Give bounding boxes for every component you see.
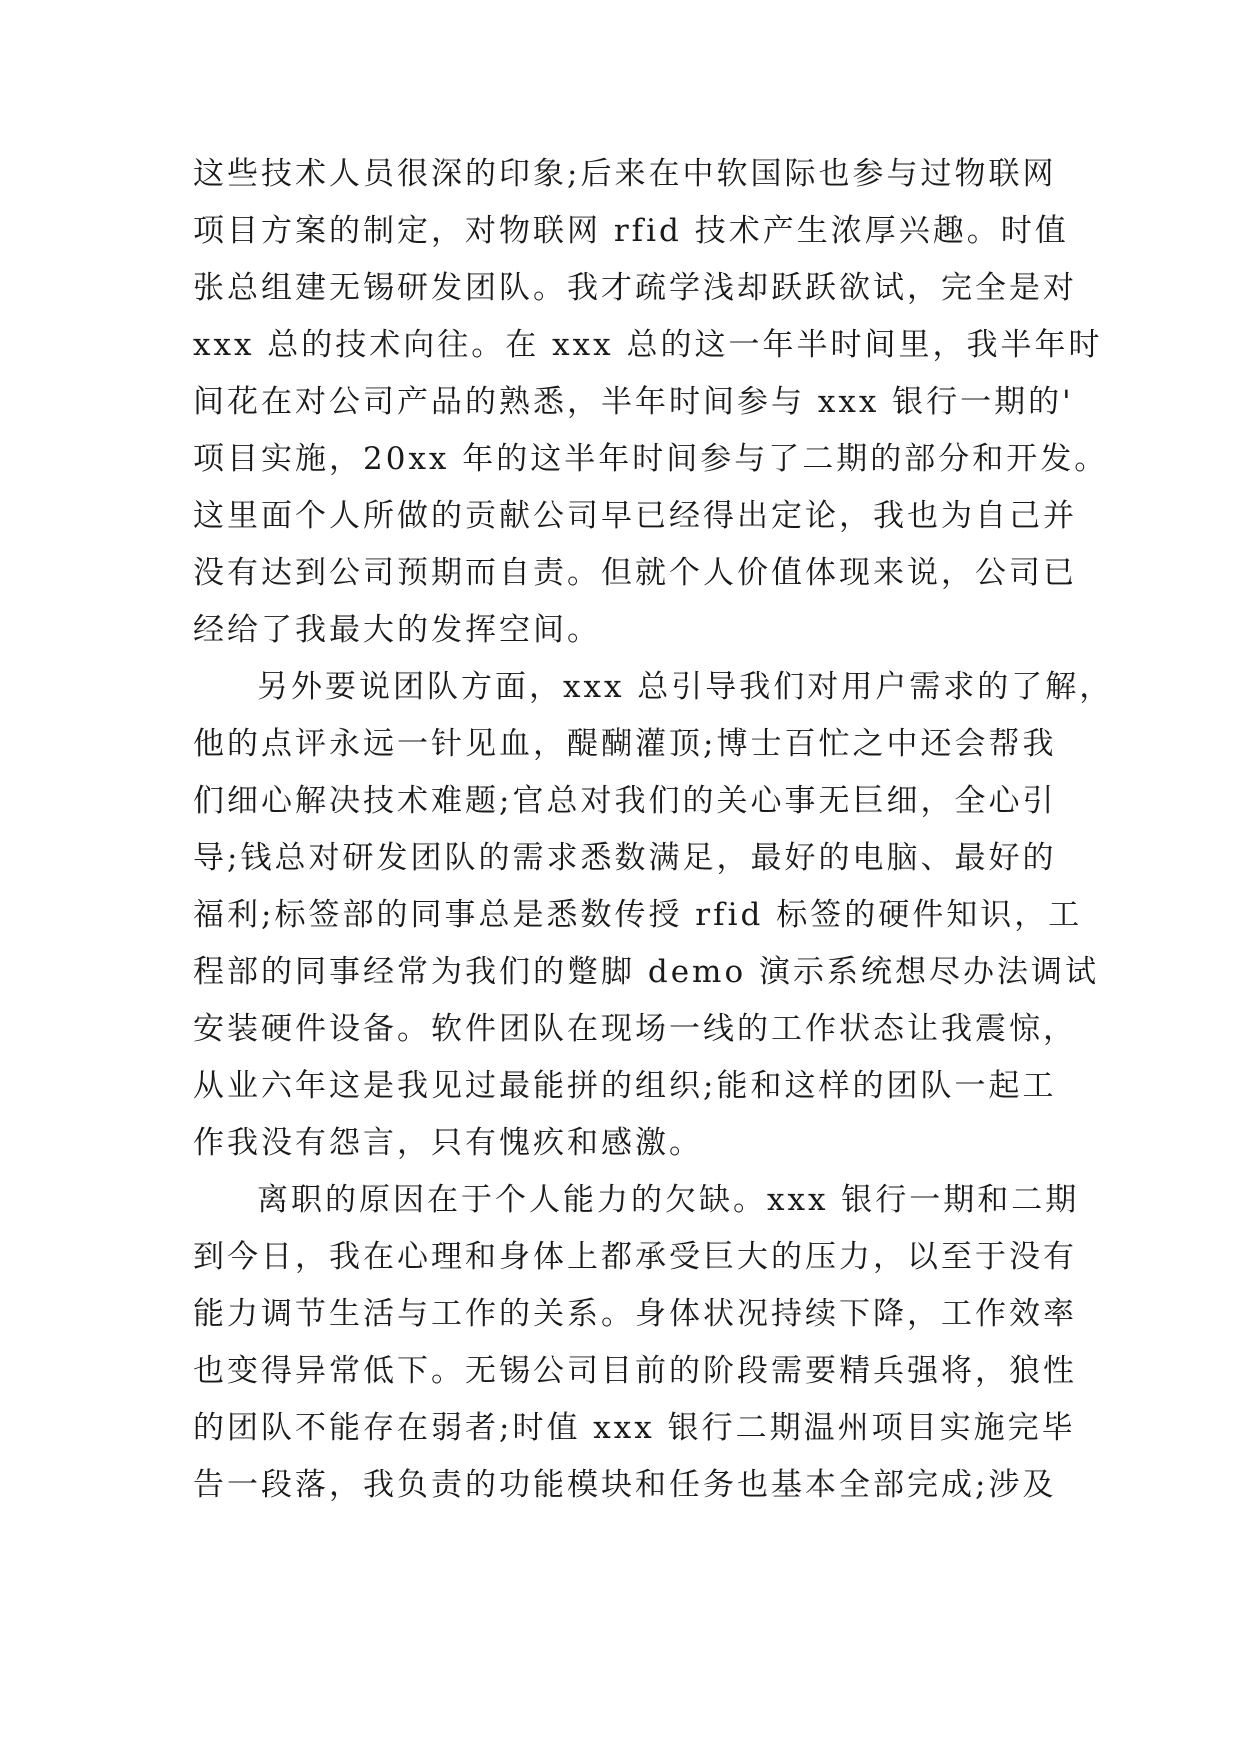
text-line: 经给了我最大的发挥空间。 [193,612,601,648]
text-line: 能力调节生活与工作的关系。身体状况持续下降，工作效率 [193,1296,1077,1332]
text-line: 告一段落，我负责的功能模块和任务也基本全部完成;涉及 [193,1467,1057,1503]
text-line: 项目方案的制定，对物联网 rfid 技术产生浓厚兴趣。时值 [193,213,1069,249]
text-line: 这些技术人员很深的印象;后来在中软国际也参与过物联网 [193,156,1057,192]
text-line: xxx 总的技术向往。在 xxx 总的这一年半时间里，我半年时 [193,327,1103,363]
text-line: 程部的同事经常为我们的蹩脚 demo 演示系统想尽办法调试 [193,954,1099,990]
text-line: 导;钱总对研发团队的需求悉数满足，最好的电脑、最好的 [193,840,1057,876]
text-line: 安装硬件设备。软件团队在现场一线的工作状态让我震惊， [193,1011,1077,1047]
text-line: 到今日，我在心理和身体上都承受巨大的压力，以至于没有 [193,1239,1077,1275]
text-line: 的团队不能存在弱者;时值 xxx 银行二期温州项目实施完毕 [193,1410,1076,1446]
text-line: 也变得异常低下。无锡公司目前的阶段需要精兵强将，狼性 [193,1353,1077,1389]
text-line: 没有达到公司预期而自责。但就个人价值体现来说，公司已 [193,555,1077,591]
text-line: 项目实施，20xx 年的这半年时间参与了二期的部分和开发。 [193,441,1109,477]
paragraph-first-line: 离职的原因在于个人能力的欠缺。xxx 银行一期和二期 [257,1182,1080,1218]
text-line: 福利;标签部的同事总是悉数传授 rfid 标签的硬件知识，工 [193,897,1083,933]
paragraph-first-line: 另外要说团队方面，xxx 总引导我们对用户需求的了解， [257,669,1114,705]
text-line: 作我没有怨言，只有愧疚和感激。 [193,1125,703,1161]
text-line: 们细心解决技术难题;官总对我们的关心事无巨细，全心引 [193,783,1057,819]
text-line: 张总组建无锡研发团队。我才疏学浅却跃跃欲试，完全是对 [193,270,1077,306]
text-line: 他的点评永远一针见血，醍醐灌顶;博士百忙之中还会帮我 [193,726,1057,762]
text-line: 这里面个人所做的贡献公司早已经得出定论，我也为自己并 [193,498,1077,534]
text-line: 从业六年这是我见过最能拼的组织;能和这样的团队一起工 [193,1068,1057,1104]
text-line: 间花在对公司产品的熟悉，半年时间参与 xxx 银行一期的' [193,384,1074,420]
